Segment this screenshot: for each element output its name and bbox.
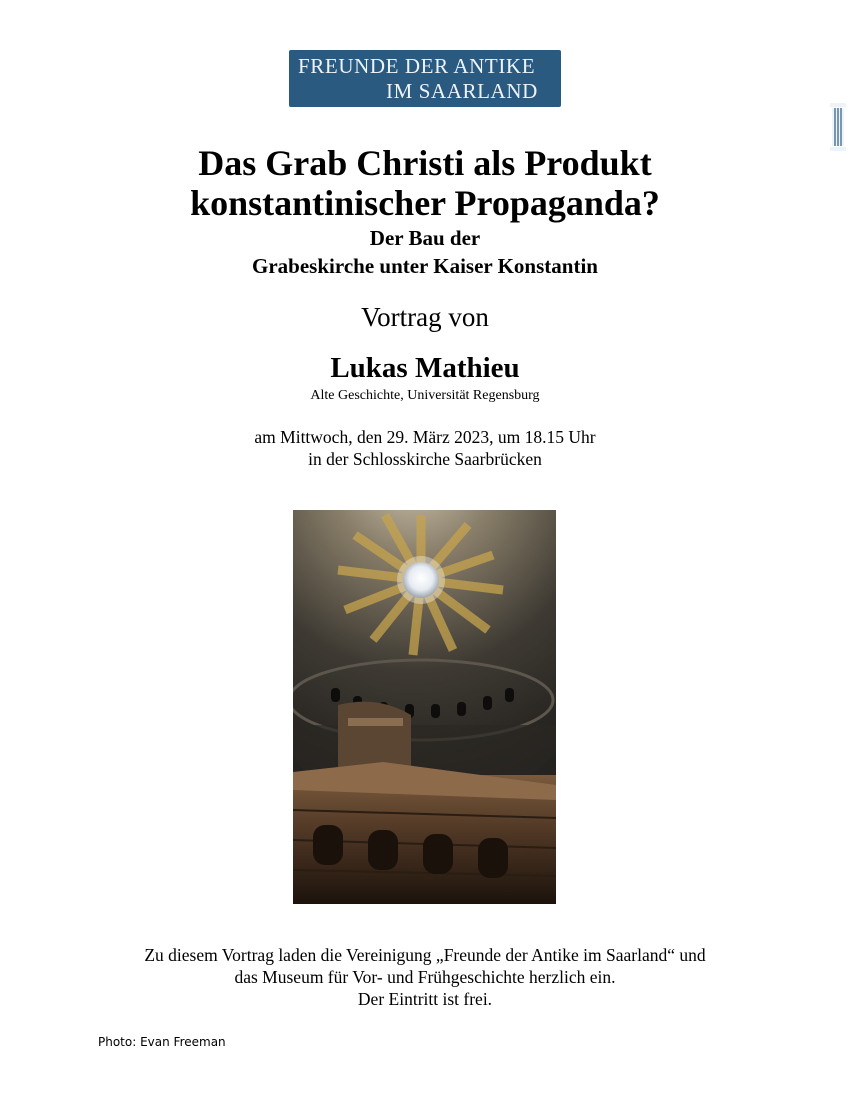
lecture-label: Vortrag von (361, 302, 489, 332)
lecture-subtitle-line1: Der Bau der (369, 226, 481, 250)
invitation-line1: Zu diesem Vortrag laden die Vereinigung „Freunde der Antike im Saarland“ und (144, 945, 706, 965)
invitation-line2: das Museum für Vor- und Frühgeschichte herzlich ein. (234, 967, 616, 987)
event-date: am Mittwoch, den 29. März 2023, um 18.15 Uhr (254, 427, 596, 447)
event-location: in der Schlosskirche Saarbrücken (308, 449, 542, 469)
organization-logo (289, 50, 561, 107)
church-rotunda-photo (293, 510, 556, 904)
lecture-title-line2: konstantinischer Propaganda? (190, 183, 660, 223)
admission-note: Der Eintritt ist frei. (357, 989, 493, 1009)
speaker-name: Lukas Mathieu (330, 352, 520, 384)
logo-text-line2: IM SAARLAND (386, 79, 538, 103)
logo-text-line1: FREUNDE DER ANTIKE (298, 54, 536, 78)
speaker-affiliation: Alte Geschichte, Universität Regensburg (310, 388, 540, 403)
lecture-title-line1: Das Grab Christi als Produkt (198, 143, 652, 183)
photo-credit: Photo: Evan Freeman (98, 1035, 226, 1049)
lecture-subtitle-line2: Grabeskirche unter Kaiser Konstantin (252, 254, 598, 278)
